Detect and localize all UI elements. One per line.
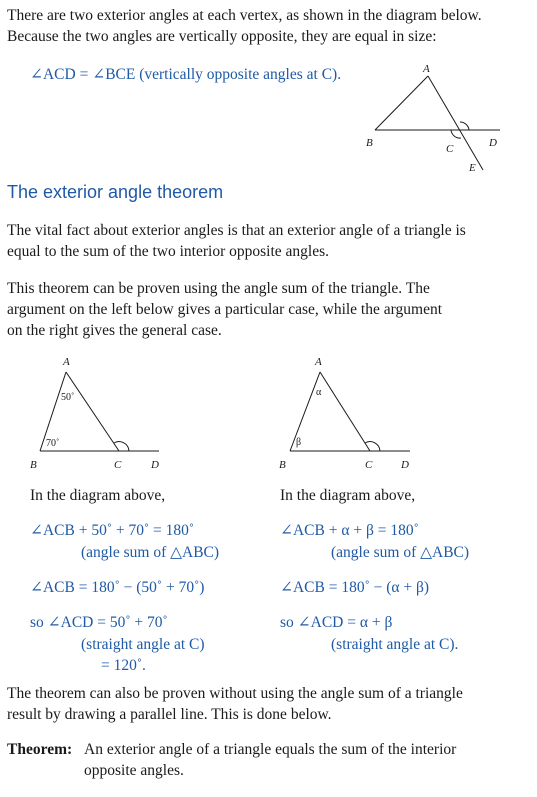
figure-right-triangle bbox=[275, 352, 425, 477]
left-eq1: ∠ACB + 50˚ + 70˚ = 180˚ bbox=[30, 522, 195, 539]
theorem-line-1: An exterior angle of a triangle equals the sum of the interior bbox=[84, 741, 457, 758]
para3-line-2: result by drawing a parallel line. This is done below. bbox=[7, 706, 332, 723]
equation-vertical-opposite: ∠ACD = ∠BCE (vertically opposite angles at C). bbox=[30, 66, 342, 83]
right-eq1: ∠ACB + α + β = 180˚ bbox=[280, 522, 419, 539]
line-AE bbox=[428, 76, 483, 170]
theorem-label: Theorem: bbox=[7, 741, 73, 758]
right-eq2: ∠ACB = 180˚ − (α + β) bbox=[280, 579, 430, 596]
right-label-B: B bbox=[279, 459, 286, 471]
left-label-B: B bbox=[30, 459, 37, 471]
left-intro: In the diagram above, bbox=[30, 487, 166, 504]
right-side-AC bbox=[320, 372, 370, 451]
angle-arc-BCE bbox=[451, 130, 461, 138]
right-side-BA bbox=[290, 372, 320, 451]
right-intro: In the diagram above, bbox=[280, 487, 416, 504]
left-reason3: (straight angle at C) bbox=[81, 636, 205, 653]
fig1-label-D: D bbox=[489, 137, 497, 149]
fig1-label-B: B bbox=[366, 137, 373, 149]
left-eq3: so ∠ACD = 50˚ + 70˚ bbox=[30, 614, 168, 631]
left-reason1: (angle sum of △ABC) bbox=[81, 544, 220, 561]
fig1-label-E: E bbox=[469, 162, 476, 174]
right-eq3: so ∠ACD = α + β bbox=[280, 614, 393, 631]
right-angle-B-value: β bbox=[296, 437, 302, 448]
left-label-A: A bbox=[63, 356, 70, 368]
fig1-label-A: A bbox=[423, 63, 430, 75]
left-label-C: C bbox=[114, 459, 122, 471]
right-reason3: (straight angle at C). bbox=[331, 636, 459, 653]
theorem-line-2: opposite angles. bbox=[84, 762, 184, 779]
right-label-C: C bbox=[365, 459, 373, 471]
para1-line-1: The vital fact about exterior angles is that an exterior angle of a triangle is bbox=[7, 222, 466, 239]
intro-line-2: Because the two angles are vertically opposite, they are equal in size: bbox=[7, 28, 437, 45]
para3-line-1: The theorem can also be proven without using the angle sum of a triangle bbox=[7, 685, 463, 702]
angle-arc-ACD bbox=[460, 122, 469, 130]
para2-line-2: argument on the left below gives a particular case, while the argument bbox=[7, 301, 442, 318]
intro-line-1: There are two exterior angles at each vertex, as shown in the diagram below. bbox=[7, 7, 482, 24]
right-label-D: D bbox=[401, 459, 409, 471]
para2-line-3: on the right gives the general case. bbox=[7, 322, 222, 339]
left-side-AC bbox=[66, 372, 119, 451]
para1-line-2: equal to the sum of the two interior opposite angles. bbox=[7, 243, 329, 260]
line-BA bbox=[375, 76, 428, 130]
right-reason1: (angle sum of △ABC) bbox=[331, 544, 470, 561]
figure-left-triangle bbox=[25, 352, 175, 477]
left-angle-B-value: 70˚ bbox=[46, 438, 60, 449]
fig1-label-C: C bbox=[446, 143, 454, 155]
left-eq2: ∠ACB = 180˚ − (50˚ + 70˚) bbox=[30, 579, 205, 596]
left-label-D: D bbox=[151, 459, 159, 471]
left-result: = 120˚. bbox=[101, 657, 146, 674]
para2-line-1: This theorem can be proven using the angle sum of the triangle. The bbox=[7, 280, 430, 297]
right-angle-A-value: α bbox=[316, 387, 322, 398]
left-angle-A-value: 50˚ bbox=[61, 392, 75, 403]
figure-exterior-angles bbox=[360, 60, 530, 180]
section-heading: The exterior angle theorem bbox=[7, 182, 224, 202]
right-label-A: A bbox=[315, 356, 322, 368]
